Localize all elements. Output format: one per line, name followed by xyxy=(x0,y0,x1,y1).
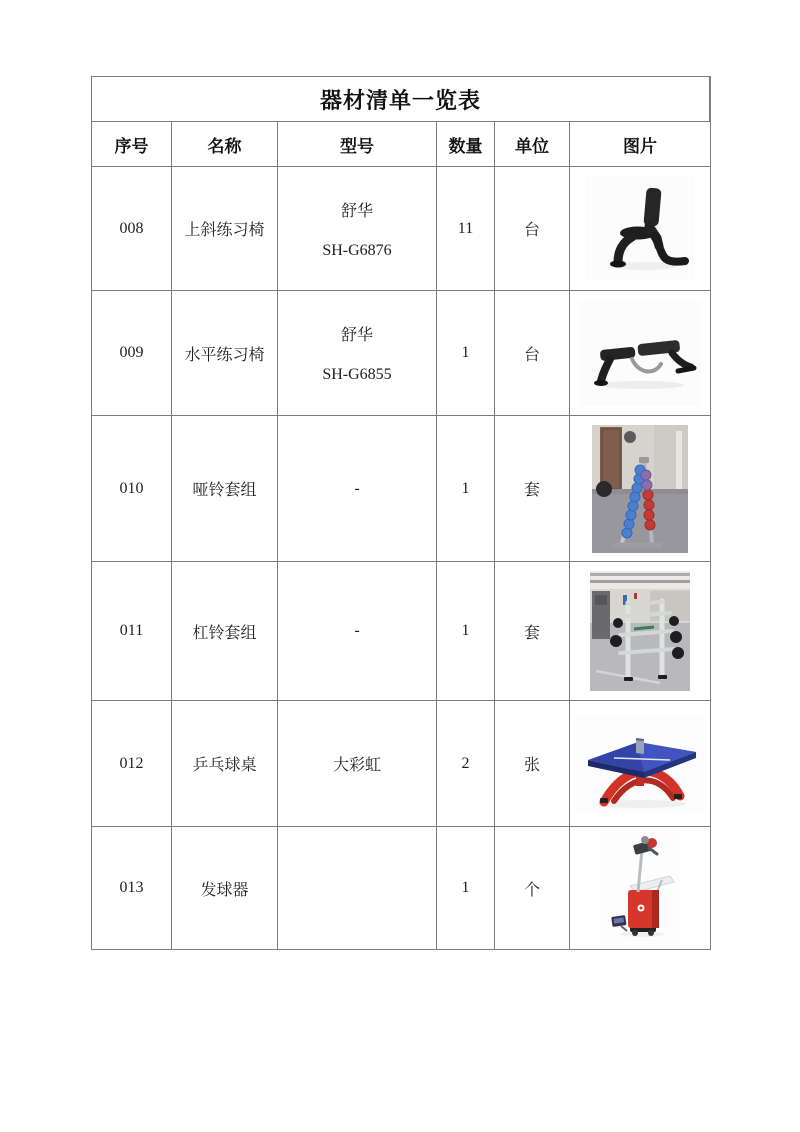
cell-quantity: 1 xyxy=(437,562,495,701)
model-number: SH-G6855 xyxy=(322,366,392,383)
cell-serial: 013 xyxy=(92,827,172,949)
cell-name: 乒乓球桌 xyxy=(172,701,278,827)
header-unit: 单位 xyxy=(495,122,570,167)
cell-serial: 010 xyxy=(92,416,172,562)
cell-model xyxy=(278,291,437,416)
cell-name: 水平练习椅 xyxy=(172,291,278,416)
header-quantity: 数量 xyxy=(437,122,495,167)
table-title: 器材清单一览表 xyxy=(92,77,710,122)
header-picture: 图片 xyxy=(570,122,710,167)
equipment-table xyxy=(91,76,711,950)
cell-serial: 012 xyxy=(92,701,172,827)
cell-unit: 个 xyxy=(495,827,570,949)
model-brand: - xyxy=(354,479,360,497)
cell-quantity: 11 xyxy=(437,167,495,291)
model-brand: - xyxy=(354,622,360,639)
model-brand: 舒华 xyxy=(340,327,373,344)
header-model: 型号 xyxy=(278,122,437,167)
cell-unit: 台 xyxy=(495,291,570,416)
cell-unit: 台 xyxy=(495,167,570,291)
cell-quantity: 1 xyxy=(437,827,495,949)
ping-pong-table-image xyxy=(570,701,710,827)
cell-unit: 套 xyxy=(495,562,570,701)
cell-model xyxy=(278,827,437,949)
cell-name: 杠铃套组 xyxy=(172,562,278,701)
cell-quantity: 1 xyxy=(437,416,495,562)
header-name: 名称 xyxy=(172,122,278,167)
cell-serial: 008 xyxy=(92,167,172,291)
cell-model xyxy=(278,562,437,701)
cell-quantity: 1 xyxy=(437,291,495,416)
barbell-rack-photo xyxy=(570,562,710,701)
cell-model xyxy=(278,167,437,291)
cell-name: 哑铃套组 xyxy=(172,416,278,562)
cell-name: 上斜练习椅 xyxy=(172,167,278,291)
cell-quantity: 2 xyxy=(437,701,495,827)
cell-unit: 套 xyxy=(495,416,570,562)
cell-model xyxy=(278,701,437,827)
incline-training-chair-image xyxy=(570,167,710,291)
flat-training-bench-image xyxy=(570,291,710,416)
dumbbell-rack-photo xyxy=(570,416,710,562)
model-brand: 大彩虹 xyxy=(332,757,381,774)
cell-name: 发球器 xyxy=(172,827,278,949)
cell-serial: 009 xyxy=(92,291,172,416)
model-brand: 舒华 xyxy=(340,202,373,220)
header-serial: 序号 xyxy=(92,122,172,167)
cell-model xyxy=(278,416,437,562)
cell-serial: 011 xyxy=(92,562,172,701)
cell-unit: 张 xyxy=(495,701,570,827)
ball-serving-machine-image xyxy=(570,827,710,949)
model-number: SH-G6876 xyxy=(322,241,392,259)
